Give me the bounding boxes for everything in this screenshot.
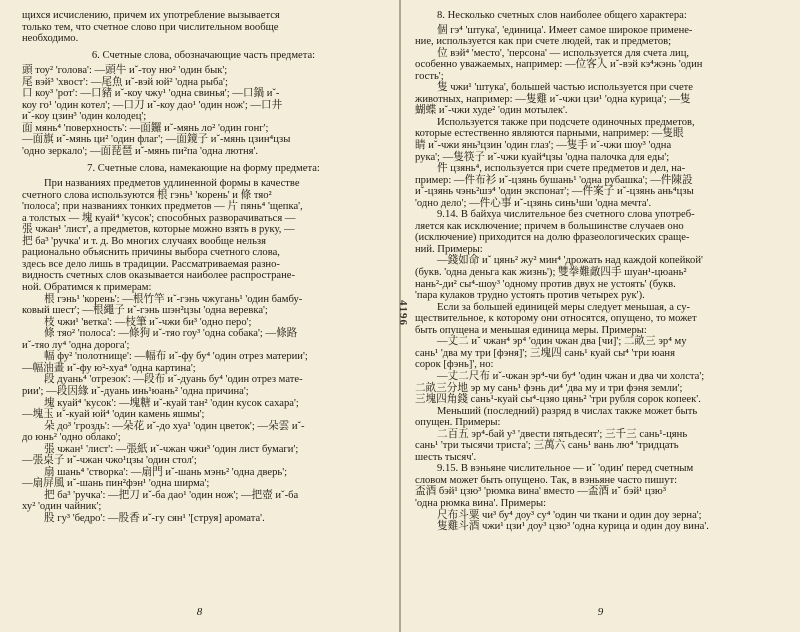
text-line: 口 коу³ 'рот': —口豬 иˇ-коу чжу¹ 'одна свинья'; —口鍋 иˇ- xyxy=(22,88,280,100)
text-line: 根 гэнь¹ 'корень': —根竹竿 иˇ-гэнь чжугань¹ 'один бамбу- xyxy=(44,293,303,305)
text-line: иˇ-цзянь чэнь²шэ⁴ 'один экспонат'; —件案子 иˇ-цзянь ань⁴цзы xyxy=(415,186,694,198)
text-line: коу го¹ 'один котел'; —口刀 иˇ-коу дао¹ 'один нож'; —口井 xyxy=(22,99,283,111)
text-line: ху² 'один чайник'; xyxy=(22,501,102,513)
text-line: рационально объяснить причины выбора счетного слова, xyxy=(22,247,280,259)
text-line: 盃酒 бэй¹ цзю³ 'рюмка вина' вместо —盃酒 иˇ бэй¹ цзю³ xyxy=(415,486,667,498)
text-line: видность счетных слов оказывается наиболее распростране- xyxy=(22,270,295,282)
text-line: 二百五 эр⁴-бай у³ 'двести пятьдесят'; 三千三 сань¹-цянь xyxy=(437,428,688,440)
text-line: необходимо. xyxy=(22,33,79,45)
text-line: ний. Примеры: xyxy=(415,243,483,255)
text-line: щихся исчислению, причем их употребление вызывается xyxy=(22,10,280,21)
text-line: которые естественно являются парными, например: —隻眼 xyxy=(415,128,684,140)
page-number: 9 xyxy=(597,606,604,618)
text-line: При названиях предметов удлиненной формы в качестве xyxy=(44,178,300,190)
text-line: Если за большей единицей меры следует меньшая, а су- xyxy=(437,301,691,313)
text-line: иˇ-коу цзин³ 'один колодец'; xyxy=(22,111,147,123)
text-line: —幅油畫 иˇ-фу ю²-хуа⁴ 'одна картина'; xyxy=(22,362,196,374)
text-line: (исключение) приходится на долю фразеологических сраще- xyxy=(415,232,690,244)
text-line: 尾 вэй³ 'хвост': —尾魚 иˇ-вэй юй² 'одна рыба'; xyxy=(22,76,228,88)
text-line: —扇屏風 иˇ-шань пин²фэн¹ 'одна ширма'; xyxy=(22,478,210,490)
text-line: 'одна рюмка вина'. Примеры: xyxy=(415,497,547,509)
left-page-text xyxy=(22,10,385,525)
text-line: 枝 чжи¹ 'ветка': —枝筆 иˇ-чжи би³ 'одно перо'; xyxy=(44,316,252,328)
text-line: Используется также при подсчете одиночных предметов, xyxy=(437,116,695,128)
text-line: ляется как исключение; причем в большинстве случаев оно xyxy=(415,220,684,232)
text-line: ние, используется как при счете людей, так и предметов; xyxy=(415,36,672,48)
text-line: 尺布斗粟 чи³ бу⁴ доу³ су⁴ 'один чи ткани и один доу зерна'; xyxy=(437,509,702,521)
text-line: —丈二尺布 иˇ-чжан эр⁴-чи бу⁴ 'один чжан и два чи холста'; xyxy=(437,370,705,382)
text-line: особенно уважаемых, например: —位客人 иˇ-вэй кэ⁴жэнь 'один xyxy=(415,59,703,71)
text-line: 把 ба³ 'ручка': —把刀 иˇ-ба дао¹ 'один нож'; —把壺 иˇ-ба xyxy=(44,489,299,501)
text-line: 個 гэ⁴ 'штука', 'единица'. Имеет самое широкое примене- xyxy=(437,24,693,36)
text-line: 件 цзянь⁴, используется при счете предметов и дел, на- xyxy=(437,163,686,175)
text-line: 扇 шань⁴ 'створка': —扇門 иˇ-шань мэнь² 'одна дверь'; xyxy=(44,466,288,478)
text-line: 幅 фу² 'полотнище': —幅布 иˇ-фу бу⁴ 'один отрез материи'; xyxy=(44,351,308,363)
text-line: (букв. 'одна деньга как жизнь'); 雙拳難敵四手 шуан¹-цюань² xyxy=(415,267,687,279)
text-line: рии'; —段因緣 иˇ-дуань инь¹юань² 'одна причина'; xyxy=(22,385,249,397)
text-line: иˇ-тяо лу⁴ 'одна дорога'; xyxy=(22,339,130,351)
text-line: животных, например: —隻雞 иˇ-чжи цзи¹ 'одна курица'; —隻 xyxy=(415,93,691,105)
text-line: 三塊四角錢 сань¹-куай сы⁴-цзяо цянь² 'три рубля сорок копеек'. xyxy=(415,394,701,406)
text-line: 'одно зеркало'; —面琵琶 иˇ-мянь пи²па 'одна лютня'. xyxy=(22,146,259,158)
text-line: только тем, что счетное слово при числительном вообще xyxy=(22,21,279,33)
text-line: 面 мянь⁴ 'поверхность': —面鑼 иˇ-мянь ло² 'один гонг'; xyxy=(22,122,269,134)
text-line: 9.15. В вэньяне числительное — иˇ 'один' перед счетным xyxy=(437,463,694,475)
text-line: 條 тяо² 'полоса': —條狗 иˇ-тяо гоу³ 'одна собака'; —條路 xyxy=(44,328,298,340)
text-line: 'пара кулаков трудно устоять против четырех рук'). xyxy=(415,290,645,302)
text-line: рука'; —隻筷子 иˇ-чжи куай⁴цзы 'одна палочка для еды'; xyxy=(415,151,670,163)
text-line: 隻雞斗酒 чжи¹ цзи¹ доу³ цзю³ 'одна курица и один доу вина'. xyxy=(437,521,709,533)
text-line: —張桌子 иˇ-чжан чжо¹цзы 'один стол'; xyxy=(22,455,197,467)
text-line: счетного слова используются 根 гэнь¹ 'корень' и 條 тяо² xyxy=(22,189,272,201)
spine-stamp: 4196 xyxy=(397,300,409,326)
text-line: сань¹ 'два му три [фэня]'; 三塊四 сань¹ куай сы⁴ 'три юаня xyxy=(415,347,675,359)
text-line: 塊 куай⁴ 'кусок': —塊糖 иˇ-куай тан² 'один кусок сахара'; xyxy=(44,397,299,409)
right-page-text xyxy=(415,10,778,533)
section-heading: 7. Счетные слова, намекающие на форму предмета: xyxy=(87,162,320,174)
text-line: 睛 иˇ-чжи янь³цзин 'один глаз'; —隻手 иˇ-чжи шоу³ 'одна xyxy=(415,140,672,152)
text-line: 把 ба³ 'ручка' и т. д. Во многих случаях вообще нельзя xyxy=(22,235,266,247)
text-line: 張 чжан¹ 'лист': —張紙 иˇ-чжан чжи³ 'один лист бумаги'; xyxy=(44,443,299,455)
right-page xyxy=(401,0,800,632)
text-line: сорок [фэнь]', но: xyxy=(415,359,494,371)
text-line: 'одно дело'; —件心事 иˇ-цзянь синь¹ши 'одна мечта'. xyxy=(415,197,652,209)
text-line: 蝴蝶 иˇ-чжи худе² 'один мотылек'. xyxy=(415,105,568,117)
text-line: ной. Обратимся к примерам: xyxy=(22,282,152,294)
text-line: 段 дуань⁴ 'отрезок': —段布 иˇ-дуань бу⁴ 'один отрез мате- xyxy=(44,374,303,386)
text-line: 股 гу³ 'бедро': —股香 иˇ-гу сян¹ '[струя] аромата'. xyxy=(44,512,265,524)
text-line: —塊玉 иˇ-куай юй⁴ 'один камень яшмы'; xyxy=(22,409,205,421)
text-line: 朵 до³ 'гроздь': —朵花 иˇ-до хуа¹ 'один цветок'; —朵雲 иˇ- xyxy=(44,420,305,432)
text-line: сань¹ 'три тысячи триста'; 三萬六 сань¹ вань лю⁴ 'тридцать xyxy=(415,440,679,452)
text-line: 二畝三分地 эр му сань¹ фэнь ди⁴ 'два му и три фэня земли'; xyxy=(415,382,683,394)
text-line: 隻 чжи¹ 'штука', большей частью используется при счете xyxy=(437,82,693,94)
text-line: —面旗 иˇ-мянь ци² 'один флаг'; —面鏡子 иˇ-мянь цзин⁴цзы xyxy=(22,134,291,146)
text-line: опущен. Примеры: xyxy=(415,417,501,429)
text-line: нань²-ди² сы⁴-шоу³ 'одному против двух не устоять' (букв. xyxy=(415,278,676,290)
text-line: 頭 тоу² 'голова': —頭牛 иˇ-тоу ню² 'один бык'; xyxy=(22,65,228,77)
text-line: здесь все дело лишь в традиции. Рассматриваемая разно- xyxy=(22,258,280,270)
text-line: —丈二 иˇ чжан⁴ эр⁴ 'один чжан два [чи]'; 二畝三 эр⁴ му xyxy=(437,336,687,348)
text-line: гость'; xyxy=(415,70,444,82)
page-number: 8 xyxy=(196,606,203,618)
text-line: пример: —件布衫 иˇ-цзянь бушань¹ 'одна рубашка'; —件陳設 xyxy=(415,174,693,186)
left-page xyxy=(0,0,399,632)
text-line: ковый шест'; —根繩子 иˇ-гэнь шэн²цзы 'одна веревка'; xyxy=(22,305,268,317)
text-line: словом может быть опущено. Так, в вэньяне часто пишут: xyxy=(415,474,678,486)
text-line: а толстых — 塊 куай⁴ 'кусок'; способных разворачиваться — xyxy=(22,212,296,224)
text-line: быть опущена и меньшая единица меры. Примеры: xyxy=(415,324,647,336)
section-heading: 8. Несколько счетных слов наиболее общего характера: xyxy=(437,10,687,21)
section-heading: 6. Счетные слова, обозначающие часть предмета: xyxy=(91,49,316,61)
text-line: 張 чжан¹ 'лист', а предметов, которые можно взять в руку, — xyxy=(22,224,295,236)
text-line: 9.14. В байхуа числительное без счетного слова употреб- xyxy=(437,209,695,221)
text-line: —錢如命 иˇ цянь² жу² мин⁴ 'дрожать над каждой копейкой' xyxy=(437,255,703,267)
text-line: 'полоса'; при названиях тонких предметов — 片 пянь⁴ 'щепка', xyxy=(22,201,303,213)
text-line: до юнь² 'одно облако'; xyxy=(22,432,121,444)
text-line: ществительное, к которому они относятся, опущено, то может xyxy=(415,313,697,325)
text-line: шесть тысяч'. xyxy=(415,451,477,463)
text-line: Меньший (последний) разряд в числах также может быть xyxy=(437,405,698,417)
text-line: 位 вэй⁴ 'место', 'персона' — используется для счета лиц, xyxy=(437,47,690,59)
